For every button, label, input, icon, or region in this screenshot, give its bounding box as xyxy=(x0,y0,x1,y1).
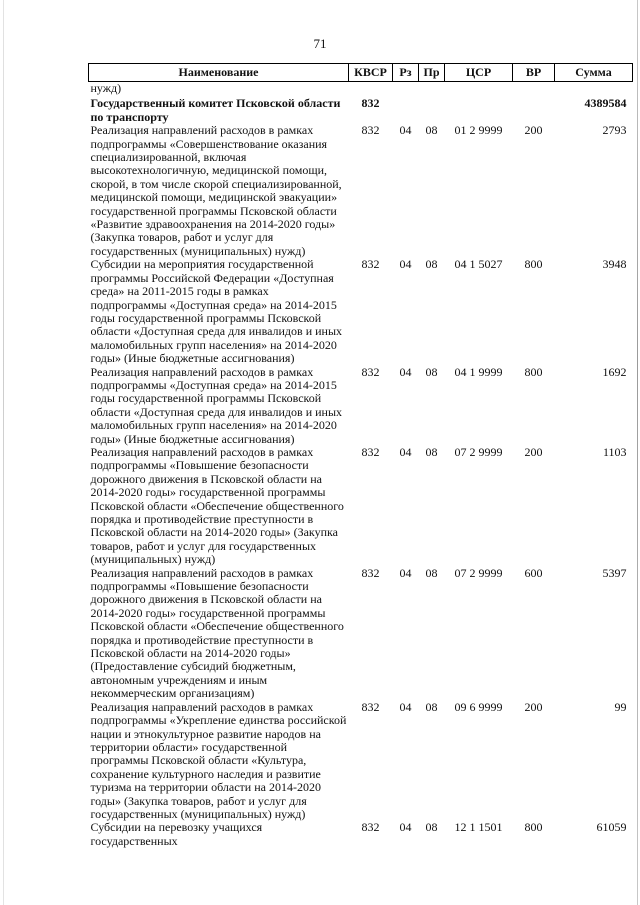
row-sum: 1103 xyxy=(602,444,627,459)
row-sum xyxy=(555,82,633,98)
table-row xyxy=(89,97,633,124)
row-kvsr: 832 xyxy=(361,123,380,138)
row-sum: 5397 xyxy=(602,565,627,580)
header-csr: ЦСР xyxy=(445,64,513,82)
row-vr: 800 xyxy=(524,257,543,272)
row-kvsr: 832 xyxy=(361,257,380,272)
row-kvsr: 832 xyxy=(361,820,380,835)
scan-edge-right xyxy=(637,0,638,905)
row-csr xyxy=(445,97,513,124)
header-vr: ВР xyxy=(513,64,555,82)
row-pr: 08 xyxy=(425,565,438,580)
row-kvsr: 832 xyxy=(361,699,380,714)
header-name: Наименование xyxy=(89,64,349,82)
row-rz xyxy=(393,97,419,124)
row-rz: 04 xyxy=(399,444,412,459)
row-kvsr xyxy=(349,82,393,98)
table-header-row xyxy=(89,64,633,82)
row-kvsr: 832 xyxy=(361,96,380,111)
row-pr xyxy=(419,82,445,98)
row-sum: 2793 xyxy=(602,123,627,138)
row-name: Реализация направлений расходов в рамках подпрограммы «Укрепление единства российской нации и этнокультурное развитие народов на территории области» государственной программы Псковской области «Культура, сохранение культурного наследия и развитие туризма на территории области на 2014-2020 годы» (Закупка товаров, работ и услуг для государственных (муниципальных) нужд) xyxy=(90,699,347,821)
page-number: 71 xyxy=(313,36,327,51)
row-sum: 3948 xyxy=(602,257,627,272)
row-vr: 200 xyxy=(524,699,543,714)
row-rz: 04 xyxy=(399,364,412,379)
table-row xyxy=(89,82,633,98)
row-vr: 800 xyxy=(524,364,543,379)
row-csr: 04 1 9999 xyxy=(454,364,503,379)
table-row xyxy=(89,821,633,848)
row-rz: 04 xyxy=(399,123,412,138)
row-name: Реализация направлений расходов в рамках подпрограммы «Совершенствование оказания специализированной, включая высокотехнологичную, медицинской помощи, скорой, в том числе скорой специализированной, медицинской помощи, медицинской эвакуации» государственной программы Псковской области «Развитие здравоохранения на 2014-2020 годы» (Закупка товаров, работ и услуг для государственных (муниципальных) нужд) xyxy=(90,123,342,258)
table-row xyxy=(89,366,633,446)
row-vr: 200 xyxy=(524,123,543,138)
row-csr xyxy=(445,82,513,98)
row-rz: 04 xyxy=(399,699,412,714)
row-pr: 08 xyxy=(425,364,438,379)
table-row xyxy=(89,124,633,258)
budget-table xyxy=(88,63,633,848)
table-row xyxy=(89,258,633,365)
row-csr: 04 1 5027 xyxy=(454,257,503,272)
row-pr: 08 xyxy=(425,820,438,835)
row-sum: 99 xyxy=(614,699,627,714)
row-pr: 08 xyxy=(425,257,438,272)
header-sum: Сумма xyxy=(555,64,633,82)
row-name: Реализация направлений расходов в рамках подпрограммы «Повышение безопасности дорожного движения в Псковской области на 2014-2020 годы» государственной программы Псковской области «Обеспечение общественного порядка и противодействие преступности в Псковской области на 2014-2020 годы» (Предоставление субсидий бюджетным, автономным учреждениям и иным некоммерческим организациям) xyxy=(90,565,344,701)
row-vr xyxy=(513,97,555,124)
row-name: Реализация направлений расходов в рамках подпрограммы «Повышение безопасности дорожного движения в Псковской области на 2014-2020 годы» государственной программы Псковской области «Обеспечение общественного порядка и противодействие преступности в Псковской области на 2014-2020 годы» (Закупка товаров, работ и услуг для государственных (муниципальных) нужд) xyxy=(90,444,344,567)
row-name: Субсидии на мероприятия государственной программы Российской Федерации «Доступная среда» на 2011-2015 годы в рамках подпрограммы «Доступная среда» на 2014-2015 годы государственной программы Псковской области «Доступная среда для инвалидов и иных маломобильных групп населения» на 2014-2020 годы» (Иные бюджетные ассигнования) xyxy=(90,257,343,366)
table-row xyxy=(89,701,633,822)
row-kvsr: 832 xyxy=(361,444,380,459)
row-sum: 4389584 xyxy=(584,96,627,111)
row-vr: 800 xyxy=(524,820,543,835)
row-pr: 08 xyxy=(425,123,438,138)
header-kvsr: КВСР xyxy=(349,64,393,82)
row-rz: 04 xyxy=(399,565,412,580)
row-kvsr: 832 xyxy=(361,364,380,379)
row-pr: 08 xyxy=(425,444,438,459)
row-rz: 04 xyxy=(399,257,412,272)
row-csr: 09 6 9999 xyxy=(454,699,503,714)
row-name: Субсидии на перевозку учащихся государственных xyxy=(90,820,263,848)
row-name: Реализация направлений расходов в рамках подпрограммы «Доступная среда» на 2014-2015 годы государственной программы Псковской области «Доступная среда для инвалидов и иных маломобильных групп населения» на 2014-2020 годы» (Иные бюджетные ассигнования) xyxy=(90,364,343,446)
row-csr: 07 2 9999 xyxy=(454,565,503,580)
row-pr: 08 xyxy=(425,699,438,714)
header-rz: Рз xyxy=(393,64,419,82)
row-csr: 01 2 9999 xyxy=(454,123,503,138)
row-pr xyxy=(419,97,445,124)
scan-edge-left xyxy=(3,0,4,905)
row-name: нужд) xyxy=(90,81,122,95)
table-row xyxy=(89,446,633,567)
row-vr xyxy=(513,82,555,98)
row-rz xyxy=(393,82,419,98)
row-csr: 07 2 9999 xyxy=(454,444,503,459)
row-vr: 600 xyxy=(524,565,543,580)
row-rz: 04 xyxy=(399,820,412,835)
table-row xyxy=(89,567,633,701)
row-sum: 1692 xyxy=(602,364,627,379)
row-sum: 61059 xyxy=(596,820,627,835)
row-name: Государственный комитет Псковской области по транспорту xyxy=(90,96,341,124)
row-csr: 12 1 1501 xyxy=(454,820,503,835)
row-vr: 200 xyxy=(524,444,543,459)
row-kvsr: 832 xyxy=(361,565,380,580)
header-pr: Пр xyxy=(419,64,445,82)
